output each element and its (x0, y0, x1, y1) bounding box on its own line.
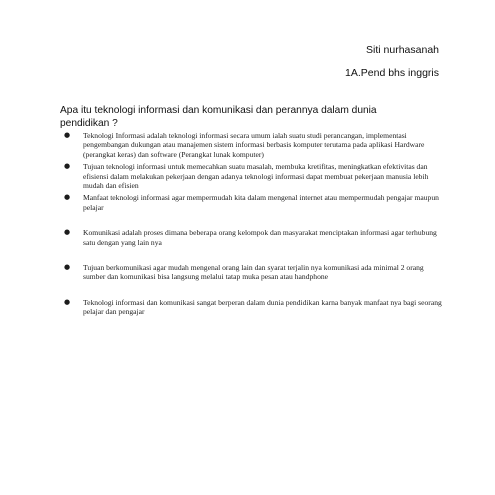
list-item-text: Teknologi informasi dan komunikasi sangat berperan dalam dunia pendidikan karna banyak manfaat nya bagi seorang pelajar dan pengajar (83, 297, 442, 317)
list-item-text: Komunikasi adalah proses dimana beberapa orang kelompok dan masyarakat menciptakan informasi agar terhubung satu dengan yang lain nya (83, 228, 437, 247)
bullet-icon: ● (64, 193, 71, 202)
list-item-text: Tujuan berkomunikasi agar mudah mengenal orang lain dan syarat terjalin nya komunikasi ada minimal 2 orang sumber dan komunikasi bisa langsung melalui tatap muka pesan atau handphone (83, 263, 424, 282)
list-item-text: Tujuan teknologi informasi untuk memecahkan suatu masalah, membuka kretifitas, meningkatkan efektivitas dan efisiensi dalam melakukan pekerjaan dengan adanya teknologi informasi dapat membuat pekerjaan manusia lebih mudah dan efisien (83, 162, 429, 191)
list-item (62, 131, 442, 159)
list-item (62, 228, 442, 247)
bullet-icon: ● (64, 263, 71, 272)
bullet-list (62, 131, 442, 320)
bullet-icon: ● (64, 162, 71, 171)
list-item-text: Manfaat teknologi informasi agar mempermudah kita dalam mengenal internet atau mempermudah pengajar maupun pelajar (83, 193, 439, 212)
list-item (62, 263, 442, 282)
bullet-icon: ● (64, 131, 71, 139)
class-label: 1A.Pend bhs inggris (345, 67, 439, 79)
list-item (62, 162, 442, 190)
list-item (62, 193, 442, 212)
list-item (62, 298, 442, 317)
author-name: Siti nurhasanah (366, 44, 439, 56)
bullet-icon: ● (64, 228, 71, 237)
document-title: Apa itu teknologi informasi dan komunikasi dan perannya dalam dunia pendidikan ? (60, 105, 377, 129)
list-item-text: Teknologi Informasi adalah teknologi informasi secara umum ialah suatu studi perancangan, implementasi pengembangan dukungan atau manajemen sistem informasi berbasis komputer terutama pada aplikasi Hardware (perangkat keras) dan software (Perangkat lunak komputer) (83, 131, 425, 159)
bullet-icon: ● (64, 297, 71, 306)
